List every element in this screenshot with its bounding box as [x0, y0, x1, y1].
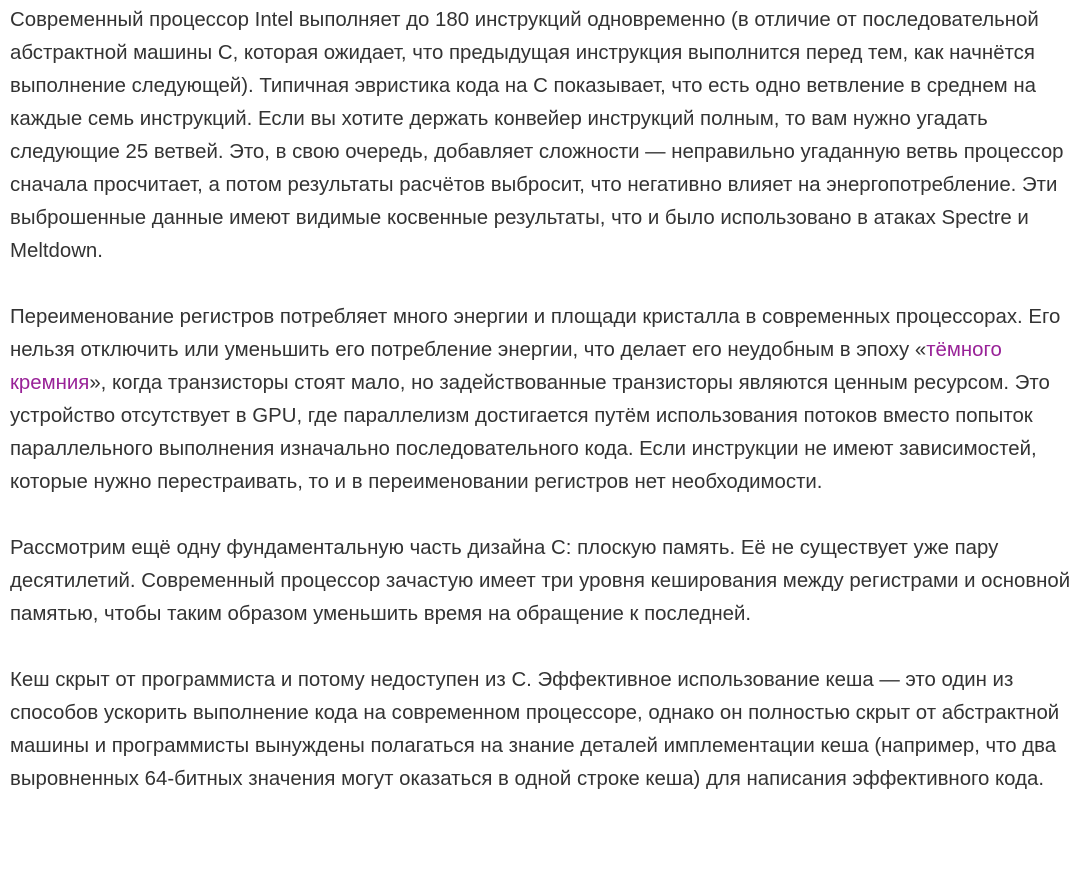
paragraph-flat-memory: Рассмотрим ещё одну фундаментальную часть дизайна C: плоскую память. Её не существует уже пару десятилетий. Современный процессор зачастую имеет три уровня кеширования между регистрами и основной памятью, чтобы таким образом уменьшить время на обращение к последней.: [10, 537, 1071, 625]
paragraph-text-before-link: Переименование регистров потребляет много энергии и площади кристалла в современных процессорах. Его нельзя отключить или уменьшить его потребление энергии, что делает его неудобным в эпоху «: [10, 306, 1061, 361]
dark-silicon-link[interactable]: тёмного кремния: [10, 339, 1002, 394]
paragraph-register-renaming: [10, 301, 1075, 499]
paragraph-instruction-parallelism: Современный процессор Intel выполняет до 180 инструкций одновременно (в отличие от последовательной абстрактной машины C, которая ожидает, что предыдущая инструкция выполнится перед тем, как начнётся выполнение следующей). Типичная эвристика кода на C показывает, что есть одно ветвление в среднем на каждые семь инструкций. Если вы хотите держать конвейер инструкций полным, то вам нужно угадать следующие 25 ветвей. Это, в свою очередь, добавляет сложности — неправильно угаданную ветвь процессор сначала просчитает, а потом результаты расчётов выбросит, что негативно влияет на энергопотребление. Эти выброшенные данные имеют видимые косвенные результаты, что и было использовано в атаках Spectre и Meltdown.: [10, 9, 1064, 262]
paragraph-cache: Кеш скрыт от программиста и потому недоступен из C. Эффективное использование кеша — это один из способов ускорить выполнение кода на современном процессоре, однако он полностью скрыт от абстрактной машины и программисты вынуждены полагаться на знание деталей имплементации кеша (например, что два выровненных 64-битных значения могут оказаться в одной строке кеша) для написания эффективного кода.: [10, 669, 1060, 790]
paragraph-text-after-link: », когда транзисторы стоят мало, но задействованные транзисторы являются ценным ресурсом. Это устройство отсутствует в GPU, где параллелизм достигается путём использования потоков вместо попыток параллельного выполнения изначально последовательного кода. Если инструкции не имеют зависимостей, которые нужно перестраивать, то и в переименовании регистров нет необходимости.: [10, 372, 1050, 493]
